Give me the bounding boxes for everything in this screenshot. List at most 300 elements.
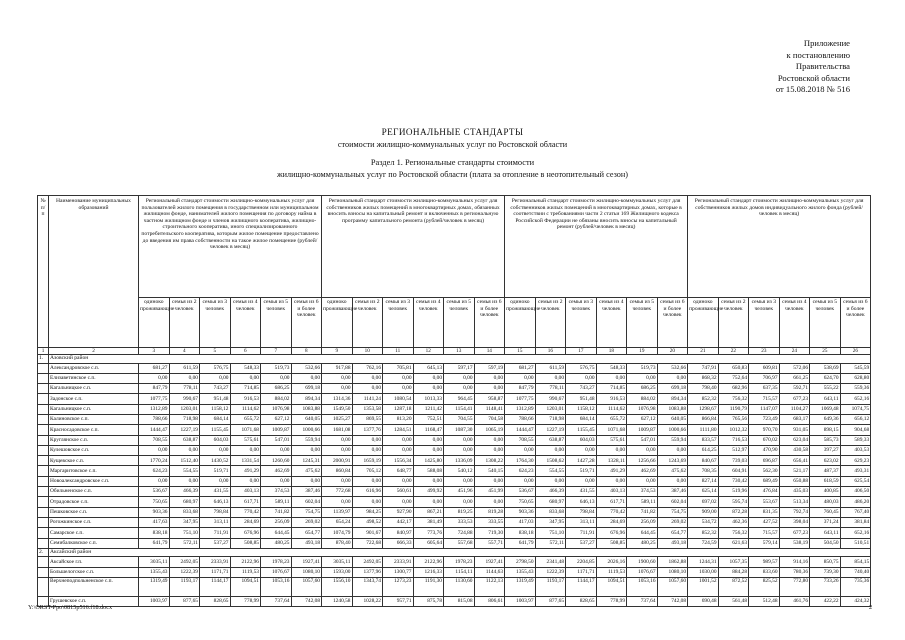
table-cell: 866,84 [688, 414, 719, 424]
household-size-header: семья из 3 человек [749, 298, 780, 348]
table-cell: 990,67 [169, 394, 200, 404]
table-group-header [38, 196, 871, 298]
table-cell: 0,00 [535, 445, 566, 455]
table-cell: 0,00 [291, 445, 322, 455]
table-cell: 519,73 [627, 363, 658, 373]
table-cell: 3035,11 [139, 557, 170, 567]
table-cell: 1331,54 [230, 456, 261, 466]
table-cell: 704,55 [444, 414, 475, 424]
table-cell: 765,56 [718, 414, 749, 424]
table-cell: 1300,77 [383, 567, 414, 577]
table-cell: 475,62 [291, 466, 322, 476]
table-cell: 559,36 [840, 384, 871, 394]
household-size-header: семья из 6 и более человек [840, 298, 871, 348]
table-row [38, 363, 871, 373]
table-cell: 0,00 [413, 497, 444, 507]
table-cell: 819,25 [444, 507, 475, 517]
table-cell: 689,49 [749, 476, 780, 486]
column-number: 17 [566, 348, 597, 355]
table-cell: 508,85 [596, 538, 627, 548]
table-cell: 970,70 [749, 425, 780, 435]
table-cell: 1377,96 [352, 567, 383, 577]
table-cell: 1222,39 [535, 567, 566, 577]
table-cell: 778,99 [596, 596, 627, 606]
table-cell: 256,09 [261, 517, 292, 527]
table-cell: 1069,48 [810, 404, 841, 414]
table-cell: 499,92 [413, 487, 444, 497]
table-row [38, 394, 871, 404]
table-cell: 532,66 [291, 363, 322, 373]
table-row [38, 528, 871, 538]
table-cell: 1076,98 [627, 404, 658, 414]
table-cell: 860,84 [322, 466, 353, 476]
table-cell: 0,00 [383, 476, 414, 486]
table-cell: 0,00 [444, 476, 475, 486]
table-cell: 536,67 [505, 487, 536, 497]
row-index [38, 414, 49, 424]
table-cell: 1012,32 [718, 425, 749, 435]
table-cell: 656,12 [840, 414, 871, 424]
table-cell: 512,97 [718, 445, 749, 455]
table-cell: 347,95 [169, 517, 200, 527]
table-cell: 833,57 [688, 435, 719, 445]
table-cell: 904,68 [840, 425, 871, 435]
table-cell: 825,52 [749, 577, 780, 596]
table-cell: 1144,17 [200, 577, 231, 596]
table-cell: 1071,68 [596, 425, 627, 435]
table-cell: 2341,48 [535, 557, 566, 567]
table-cell: 840,97 [383, 528, 414, 538]
table-cell: 767,40 [840, 507, 871, 517]
table-cell: 656,41 [779, 456, 810, 466]
table-cell: 572,11 [535, 538, 566, 548]
table-cell: 1355,43 [505, 567, 536, 577]
table-cell: 666,33 [383, 538, 414, 548]
table-cell: 661,25 [779, 373, 810, 383]
table-cell: 547,01 [627, 435, 658, 445]
settlement-name: Кущевское с.п. [49, 456, 139, 466]
table-cell: 0,00 [291, 373, 322, 383]
table-cell: 838,18 [505, 528, 536, 538]
table-cell: 705,81 [383, 363, 414, 373]
table-cell: 621,63 [718, 538, 749, 548]
section-title: Раздел 1. Региональные стандарты стоимости [370, 158, 535, 167]
table-cell: 0,00 [139, 476, 170, 486]
table-cell: 852,32 [688, 394, 719, 404]
table-cell: 1076,98 [261, 404, 292, 414]
table-cell: 508,85 [230, 538, 261, 548]
row-index [38, 456, 49, 466]
row-index [38, 394, 49, 404]
table-cell: 0,00 [169, 476, 200, 486]
table-cell: 0,00 [322, 497, 353, 507]
table-cell: 1312,89 [505, 404, 536, 414]
table-cell: 519,71 [566, 466, 597, 476]
settlement-name: Маргаритовское с.п. [49, 466, 139, 476]
settlement-name: Большелогское с.п. [49, 567, 139, 577]
table-cell: 699,18 [657, 384, 688, 394]
table-cell: 686,25 [261, 384, 292, 394]
table-cell: 1158,12 [566, 404, 597, 414]
table-cell: 1094,51 [230, 577, 261, 596]
column-number: 22 [718, 348, 749, 355]
table-cell: 1141,24 [352, 394, 383, 404]
table-cell: 493,31 [840, 466, 871, 476]
table-cell: 772,80 [779, 577, 810, 596]
table-cell: 333,53 [444, 517, 475, 527]
table-cell: 1336,09 [444, 456, 475, 466]
household-size-header: семья из 3 человек [566, 298, 597, 348]
table-cell: 927,90 [383, 507, 414, 517]
table-cell: 1227,19 [535, 425, 566, 435]
table-cell: 1312,89 [139, 404, 170, 414]
table-cell: 466,39 [169, 487, 200, 497]
approval-line: Приложение [803, 38, 850, 48]
table-cell: 699,18 [291, 384, 322, 394]
table-cell: 624,23 [505, 466, 536, 476]
column-number: 5 [200, 348, 231, 355]
table-cell: 487,37 [810, 466, 841, 476]
table-cell: 0,00 [413, 445, 444, 455]
table-cell: 614,25 [688, 445, 719, 455]
table-cell: 611,59 [169, 363, 200, 373]
footer-file-path: Y:\ORST-Ppo\0815p516.f18.docx [28, 604, 113, 611]
table-cell: 872,52 [718, 577, 749, 596]
table-cell: 650,83 [718, 363, 749, 373]
table-cell: 0,00 [474, 435, 505, 445]
table-cell: 0,00 [352, 497, 383, 507]
approval-line: Ростовской области [777, 72, 850, 83]
table-cell: 1057,35 [718, 557, 749, 567]
table-cell: 519,96 [718, 487, 749, 497]
table-cell: 0,00 [352, 445, 383, 455]
table-cell: 519,73 [261, 363, 292, 373]
table-cell: 387,46 [291, 487, 322, 497]
table-cell: 652,16 [840, 394, 871, 404]
table-cell: 1080,54 [383, 394, 414, 404]
table-cell: 708,55 [139, 435, 170, 445]
table-cell: 589,11 [627, 497, 658, 507]
table-cell: 0,00 [444, 435, 475, 445]
table-cell: 560,61 [383, 487, 414, 497]
table-cell: 0,00 [474, 445, 505, 455]
table-cell: 750,65 [139, 497, 170, 507]
table-cell: 770,42 [596, 507, 627, 517]
row-index [38, 384, 49, 394]
settlement-name: Рогожкинское с.п. [49, 517, 139, 527]
household-size-header: одиноко проживающие [688, 298, 719, 348]
table-cell: 1057,60 [657, 577, 688, 596]
table-cell: 1077,75 [139, 394, 170, 404]
row-index [38, 567, 49, 577]
table-cell: 554,55 [535, 466, 566, 476]
table-cell: 512,48 [749, 596, 780, 606]
table-cell: 1314,36 [322, 394, 353, 404]
table-cell: 751,10 [169, 528, 200, 538]
table-cell: 538,69 [810, 363, 841, 373]
table-cell: 609,81 [749, 363, 780, 373]
table-cell: 417,03 [505, 517, 536, 527]
table-row [38, 596, 871, 606]
table-cell: 548,33 [596, 363, 627, 373]
table-row [38, 373, 871, 383]
district-number: 1. [38, 355, 49, 364]
settlement-name: Кулешовское с.п. [49, 445, 139, 455]
table-row [38, 538, 871, 548]
table-cell: 951,48 [566, 394, 597, 404]
table-cell: 706,97 [749, 373, 780, 383]
table-cell: 1444,47 [505, 425, 536, 435]
table-cell: 773,76 [413, 528, 444, 538]
row-index [38, 425, 49, 435]
approval-line: от 15.08.2018 № 516 [775, 84, 850, 95]
table-cell: 0,00 [322, 373, 353, 383]
table-cell: 1256,66 [627, 456, 658, 466]
table-cell: 597,19 [474, 363, 505, 373]
table-cell: 1119,53 [230, 567, 261, 577]
table-cell: 0,00 [566, 476, 597, 486]
table-cell: 1978,23 [261, 557, 292, 567]
col-number-header: № п/п [38, 196, 49, 348]
table-cell: 676,96 [230, 528, 261, 538]
table-cell: 838,18 [139, 528, 170, 538]
table-cell: 572,11 [169, 538, 200, 548]
table-cell: 403,13 [596, 487, 627, 497]
table-cell: 575,61 [230, 435, 261, 445]
table-cell: 1227,19 [169, 425, 200, 435]
approval-block [700, 38, 850, 96]
table-row [38, 497, 871, 507]
table-cell: 640,05 [291, 414, 322, 424]
column-number: 20 [657, 348, 688, 355]
table-cell: 602,04 [657, 497, 688, 507]
table-cell: 491,29 [596, 466, 627, 476]
table-cell: 719,30 [474, 528, 505, 538]
document-title: РЕГИОНАЛЬНЫЕ СТАНДАРТЫ [381, 127, 524, 137]
table-cell: 1512,40 [169, 456, 200, 466]
table-cell: 681,27 [139, 363, 170, 373]
household-size-header: семья из 3 человек [200, 298, 231, 348]
table-cell: 605,64 [413, 538, 444, 548]
table-cell: 1171,71 [200, 567, 231, 577]
table-cell: 724,59 [688, 538, 719, 548]
settlement-name: Верхнеподпольненское с.п. [49, 577, 139, 596]
table-cell: 0,00 [261, 373, 292, 383]
table-cell: 381,49 [413, 517, 444, 527]
table-cell: 0,00 [383, 445, 414, 455]
table-cell: 2333,91 [200, 557, 231, 567]
table-cell: 704,58 [474, 414, 505, 424]
table-cell: 548,33 [230, 363, 261, 373]
table-cell: 3035,11 [322, 557, 353, 567]
table-cell: 884,28 [718, 567, 749, 577]
settlement-name: Калиновское с.п. [49, 414, 139, 424]
table-cell: 831,35 [749, 507, 780, 517]
table-cell: 422,22 [810, 596, 841, 606]
table-cell: 371,24 [810, 517, 841, 527]
settlement-name: Кагальницкое с.п. [49, 404, 139, 414]
table-cell: 1053,16 [261, 577, 292, 596]
table-cell: 538,19 [779, 538, 810, 548]
column-number: 19 [627, 348, 658, 355]
table-cell: 2492,05 [352, 557, 383, 567]
table-cell: 1168,47 [413, 425, 444, 435]
table-cell: 655,72 [230, 414, 261, 424]
table-cell: 562,30 [749, 466, 780, 476]
table-cell: 670,02 [749, 435, 780, 445]
column-number: 11 [383, 348, 414, 355]
table-cell: 654,77 [291, 528, 322, 538]
table-cell: 875,78 [413, 596, 444, 606]
table-cell: 0,00 [322, 476, 353, 486]
table-cell: 1139,97 [322, 507, 353, 517]
table-cell: 547,01 [261, 435, 292, 445]
approval-line: Правительства [795, 61, 850, 72]
table-cell: 1154,41 [444, 404, 475, 414]
table-cell: 756,32 [718, 528, 749, 538]
table-cell: 0,00 [657, 373, 688, 383]
table-cell: 0,00 [474, 384, 505, 394]
row-index [38, 557, 49, 567]
group-header-owners-exempt: Региональный стандарт стоимости жилищно-коммунальных услуг для собственников жилых помещений в многоквартирных домах, которые в соответствии с требованиями части 2 статьи 169 Жилищного кодекса Российской Федерации не обязаны вносить взносы на капитальный ремонт (рублей/человек в месяц) [505, 196, 688, 298]
table-cell: 398,04 [779, 517, 810, 527]
table-cell: 588,08 [413, 466, 444, 476]
table-cell: 833,68 [169, 507, 200, 517]
table-cell: 641,79 [505, 538, 536, 548]
table-cell: 521,17 [779, 466, 810, 476]
table-cell: 269,02 [657, 517, 688, 527]
table-cell: 536,67 [139, 487, 170, 497]
settlement-name: Обильненское с.п. [49, 487, 139, 497]
table-cell: 640,05 [657, 414, 688, 424]
table-row [38, 456, 871, 466]
table-cell: 877,65 [535, 596, 566, 606]
table-cell: 498,52 [352, 517, 383, 527]
table-cell: 604,91 [718, 466, 749, 476]
table-cell: 1076,67 [627, 567, 658, 577]
column-number: 1 [38, 348, 49, 355]
table-cell: 646,13 [200, 497, 231, 507]
table-cell: 742,08 [657, 596, 688, 606]
table-cell: 1114,62 [596, 404, 627, 414]
table-cell: 0,00 [383, 497, 414, 507]
table-cell: 431,55 [200, 487, 231, 497]
table-cell: 778,11 [169, 384, 200, 394]
settlement-name: Новоалександровское с.п. [49, 476, 139, 486]
table-cell: 743,27 [200, 384, 231, 394]
table-cell: 0,00 [352, 384, 383, 394]
table-cell: 827,14 [688, 476, 719, 486]
table-cell: 739,30 [810, 567, 841, 577]
table-cell: 1013,33 [413, 394, 444, 404]
table-cell: 1377,76 [352, 425, 383, 435]
table-cell: 1190,79 [718, 404, 749, 414]
table-cell: 1083,88 [291, 404, 322, 414]
table-cell: 1319,49 [505, 577, 536, 596]
household-size-header: семья из 4 человек [779, 298, 810, 348]
table-cell: 442,17 [383, 517, 414, 527]
table-cell: 798,40 [688, 384, 719, 394]
table-cell: 1080,10 [291, 567, 322, 577]
table-cell: 617,71 [230, 497, 261, 507]
table-cell: 1000,66 [657, 425, 688, 435]
table-cell: 1549,50 [322, 404, 353, 414]
table-cell: 711,91 [200, 528, 231, 538]
table-cell: 625,14 [688, 487, 719, 497]
table-cell: 708,35 [688, 466, 719, 476]
column-number: 8 [291, 348, 322, 355]
table-row [38, 487, 871, 497]
table-row [38, 557, 871, 567]
column-number: 23 [749, 348, 780, 355]
table-cell: 1593,00 [322, 567, 353, 577]
table-cell: 682,96 [718, 384, 749, 394]
column-number: 3 [139, 348, 170, 355]
table-cell: 2333,91 [383, 557, 414, 567]
table-cell: 602,04 [291, 497, 322, 507]
table-cell: 461,76 [779, 596, 810, 606]
table-cell: 0,00 [444, 445, 475, 455]
table-cell: 1193,17 [169, 577, 200, 596]
table-cell: 718,98 [169, 414, 200, 424]
table-cell: 1681,08 [322, 425, 353, 435]
table-cell: 1025,27 [322, 414, 353, 424]
table-cell: 643,11 [810, 528, 841, 538]
row-index [38, 497, 49, 507]
section-subtitle: жилищно-коммунальных услуг по Ростовской области (плата за отопление в неотопительный сезон) [277, 170, 628, 179]
household-size-header: семья из 2 человек [535, 298, 566, 348]
table-cell: 677,23 [779, 394, 810, 404]
col-name-header: Наименование муниципальных образований [49, 196, 139, 348]
table-cell: 762,16 [352, 363, 383, 373]
table-cell: 0,00 [352, 373, 383, 383]
table-cell: 1144,17 [566, 577, 597, 596]
table-cell: 0,00 [383, 435, 414, 445]
table-cell: 451,96 [444, 487, 475, 497]
row-index [38, 445, 49, 455]
table-cell: 1308,22 [474, 456, 505, 466]
table-cell: 756,32 [718, 394, 749, 404]
table-cell: 752,51 [413, 414, 444, 424]
table-cell: 1077,75 [505, 394, 536, 404]
household-size-header: семья из 4 человек [230, 298, 261, 348]
table-cell: 898,15 [810, 425, 841, 435]
row-index [38, 538, 49, 548]
group-header-owners-capital-repair: Региональный стандарт стоимости жилищно-коммунальных услуг для собственников жилых помещений в многоквартирных домах, обязанных вносить взносы на капитальный ремонт и включенных в региональную программу капитального ремонта (рублей/человек в месяц) [322, 196, 505, 298]
column-number: 24 [779, 348, 810, 355]
table-cell: 625,54 [840, 476, 871, 486]
table-cell: 2798,50 [505, 557, 536, 567]
household-size-header: семья из 5 человек [627, 298, 658, 348]
table-cell: 618,59 [810, 476, 841, 486]
table-cell: 595,74 [718, 497, 749, 507]
table-cell: 604,03 [566, 435, 597, 445]
column-number: 2 [49, 348, 139, 355]
table-cell: 984,25 [352, 507, 383, 517]
table-cell: 1028,22 [352, 596, 383, 606]
table-cell: 1260,60 [261, 456, 292, 466]
settlement-name: Грушевское с.п. [49, 596, 139, 606]
table-cell: 629,23 [840, 456, 871, 466]
table-cell: 1216,33 [413, 567, 444, 577]
table-cell: 545,59 [840, 363, 871, 373]
table-cell: 1764,30 [505, 456, 536, 466]
table-cell: 403,13 [230, 487, 261, 497]
table-cell: 2000,91 [322, 456, 353, 466]
table-cell: 778,99 [230, 596, 261, 606]
table-cell: 534,72 [688, 517, 719, 527]
column-number: 18 [596, 348, 627, 355]
